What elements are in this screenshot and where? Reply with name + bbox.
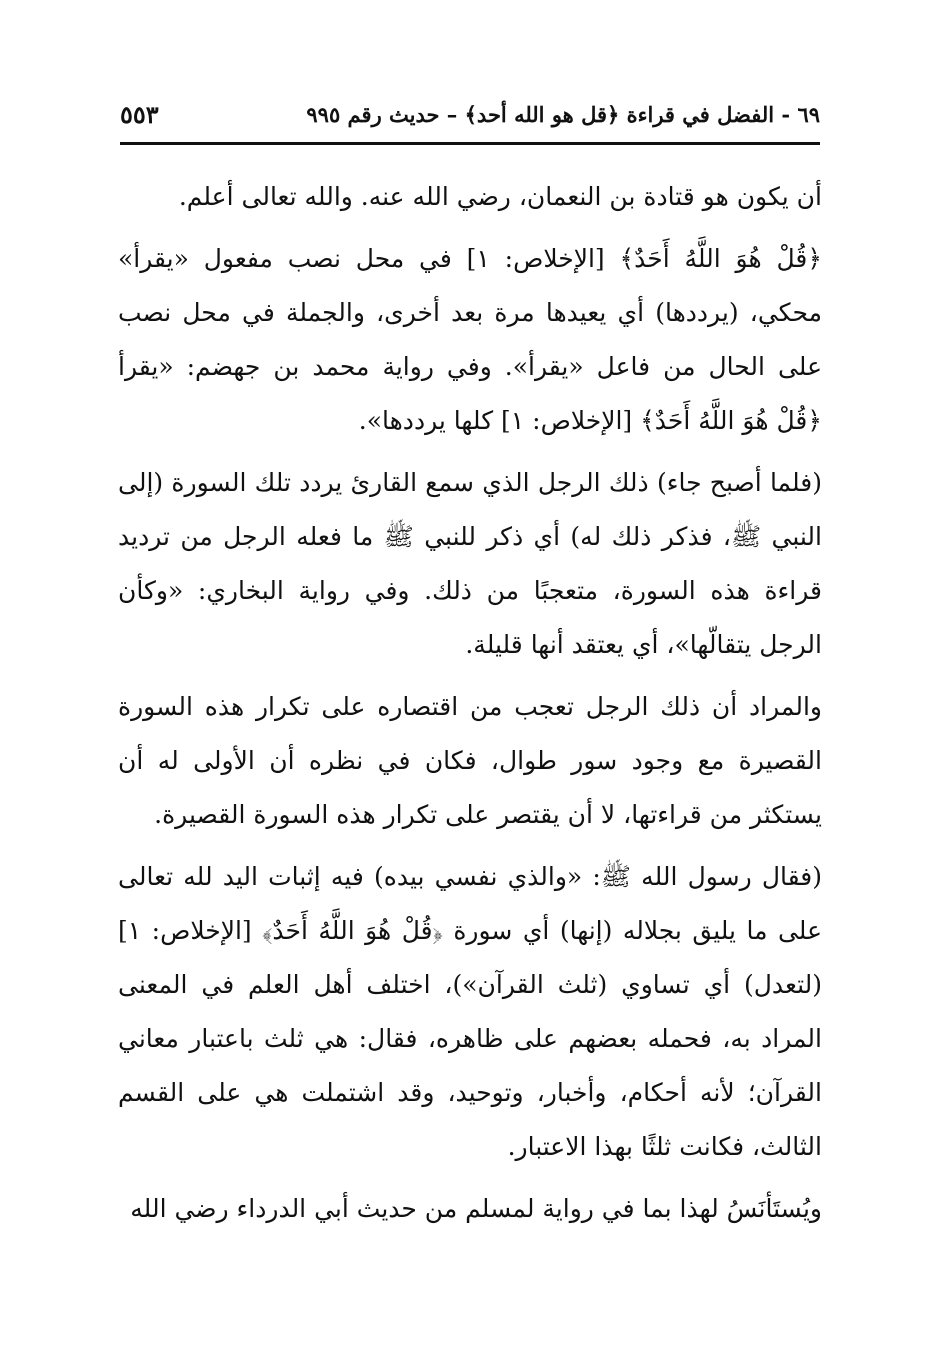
paragraph-6: ويُستَأنَسُ لهذا بما في رواية لمسلم من حديث أبي الدرداء رضي الله <box>130 1194 822 1223</box>
running-header <box>120 100 820 142</box>
header-title: ٦٩ - الفضل في قراءة ﴿قل هو الله أحد﴾ – حديث رقم ٩٩٥ <box>306 102 820 127</box>
paragraph-5: (فقال رسول الله ﷺ: «والذي نفسي بيده) فيه إثبات اليد لله تعالى على ما يليق بجلاله (إنها) أي سورة ﴿قُلْ هُوَ اللَّهُ أَحَدٌ﴾ [الإخلاص: ١] (لتعدل) أي تساوي (ثلث القرآن»)، اختلف أهل العلم في المعنى المراد به، فحمله بعضهم على ظاهره، فقال: هي ثلث باعتبار معاني القرآن؛ لأنه أحكام، وأخبار، وتوحيد، وقد اشتملت هي على القسم الثالث، فكانت ثلثًا بهذا الاعتبار. <box>118 862 822 1161</box>
header-divider <box>120 142 820 145</box>
page-number: ٥٥٣ <box>120 100 159 129</box>
paragraph-3: (فلما أصبح جاء) ذلك الرجل الذي سمع القارئ يردد تلك السورة (إلى النبي ﷺ، فذكر ذلك له) أي ذكر للنبي ﷺ ما فعله الرجل من ترديد قراءة هذه السورة، متعجبًا من ذلك. وفي رواية البخاري: «وكأن الرجل يتقالّها»، أي يعتقد أنها قليلة. <box>118 468 822 659</box>
main-text <box>118 170 822 1244</box>
paragraph-2: ﴿قُلْ هُوَ اللَّهُ أَحَدٌ﴾ [الإخلاص: ١] في محل نصب مفعول «يقرأ» محكي، (يرددها) أي يعيدها مرة بعد أخرى، والجملة في محل نصب على الحال من فاعل «يقرأ». وفي رواية محمد بن جهضم: «يقرأ ﴿قُلْ هُوَ اللَّهُ أَحَدٌ﴾ [الإخلاص: ١] كلها يرددها». <box>118 244 822 435</box>
paragraph-1: أن يكون هو قتادة بن النعمان، رضي الله عنه. والله تعالى أعلم. <box>178 182 822 211</box>
paragraph-4: والمراد أن ذلك الرجل تعجب من اقتصاره على تكرار هذه السورة القصيرة مع وجود سور طوال، فكان في نظره أن الأولى له أن يستكثر من قراءتها، لا أن يقتصر على تكرار هذه السورة القصيرة. <box>118 692 822 829</box>
